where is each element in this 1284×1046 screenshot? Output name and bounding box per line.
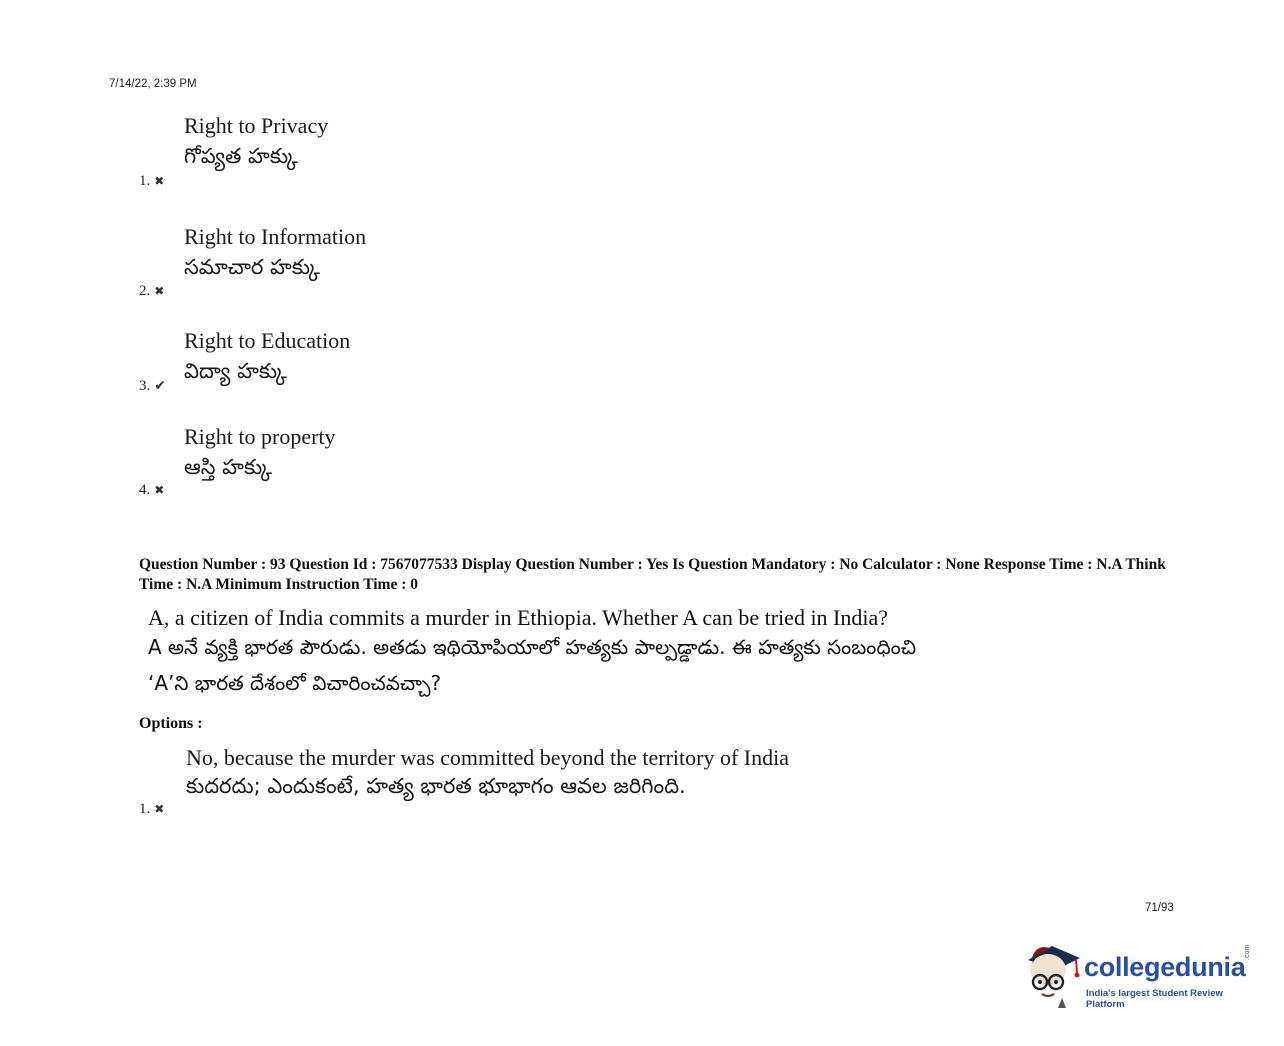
prev-option-2-english: Right to Information [184,224,367,249]
wrong-cross-icon: ✖ [154,802,165,816]
question-text-telugu-line-2: ‘A’ని భారత దేశంలో విచారించవచ్చా? [148,671,442,695]
prev-option-3-marker [139,377,166,395]
option-1-english: No, because the murder was committed beyond the territory of India [186,745,789,770]
prev-option-1-marker [139,172,164,190]
wrong-cross-icon: ✖ [154,284,165,298]
option-number: 4. [139,482,151,498]
print-timestamp: 7/14/22, 2:39 PM [109,78,197,90]
prev-option-3-telugu: విద్యా హక్కు [184,359,287,383]
wrong-cross-icon: ✖ [154,174,165,188]
prev-option-4-marker [139,481,164,499]
logo-domain: .com [1244,944,1251,960]
option-1-marker [139,800,164,818]
question-text-telugu-line-1: A అనే వ్యక్తి భారత పౌరుడు. అతడు ఇథియోపియాలో హత్యకు పాల్పడ్డాడు. ఈ హత్యకు సంబంధించి [148,635,917,659]
option-number: 1. [139,173,151,189]
logo-tagline: India's largest Student Review Platform [1086,988,1223,1010]
prev-option-2-telugu: సమాచార హక్కు [184,255,320,279]
prev-option-3-english: Right to Education [184,328,351,353]
prev-option-4-english: Right to property [184,424,336,449]
prev-option-4-telugu: ఆస్తి హక్కు [184,455,273,479]
option-number: 2. [139,283,151,299]
mascot-icon [1022,938,1084,1010]
option-number: 1. [139,801,151,817]
question-text-english: A, a citizen of India commits a murder in Ethiopia. Whether A can be tried in India? [148,605,889,630]
prev-option-1-english: Right to Privacy [184,113,329,138]
logo-wordmark: collegedunia [1084,952,1246,982]
correct-check-icon: ✔ [154,378,166,394]
question-metadata: Question Number : 93 Question Id : 7567077533 Display Question Number : Yes Is Question Mandatory : No Calculator : None Response Time : N.A Think Time : N.A Minimum Instruction Time : 0 [139,556,1166,593]
options-label: Options : [139,715,203,732]
option-number: 3. [139,378,151,394]
prev-option-2-marker [139,282,164,300]
prev-option-1-telugu: గోప్యత హక్కు [184,144,298,168]
collegedunia-logo[interactable] [1022,938,1262,1010]
page-number: 71/93 [1145,902,1174,914]
wrong-cross-icon: ✖ [154,483,165,497]
option-1-telugu: కుదరదు; ఎందుకంటే, హత్య భారత భూభాగం ఆవల జరిగింది. [186,774,686,798]
